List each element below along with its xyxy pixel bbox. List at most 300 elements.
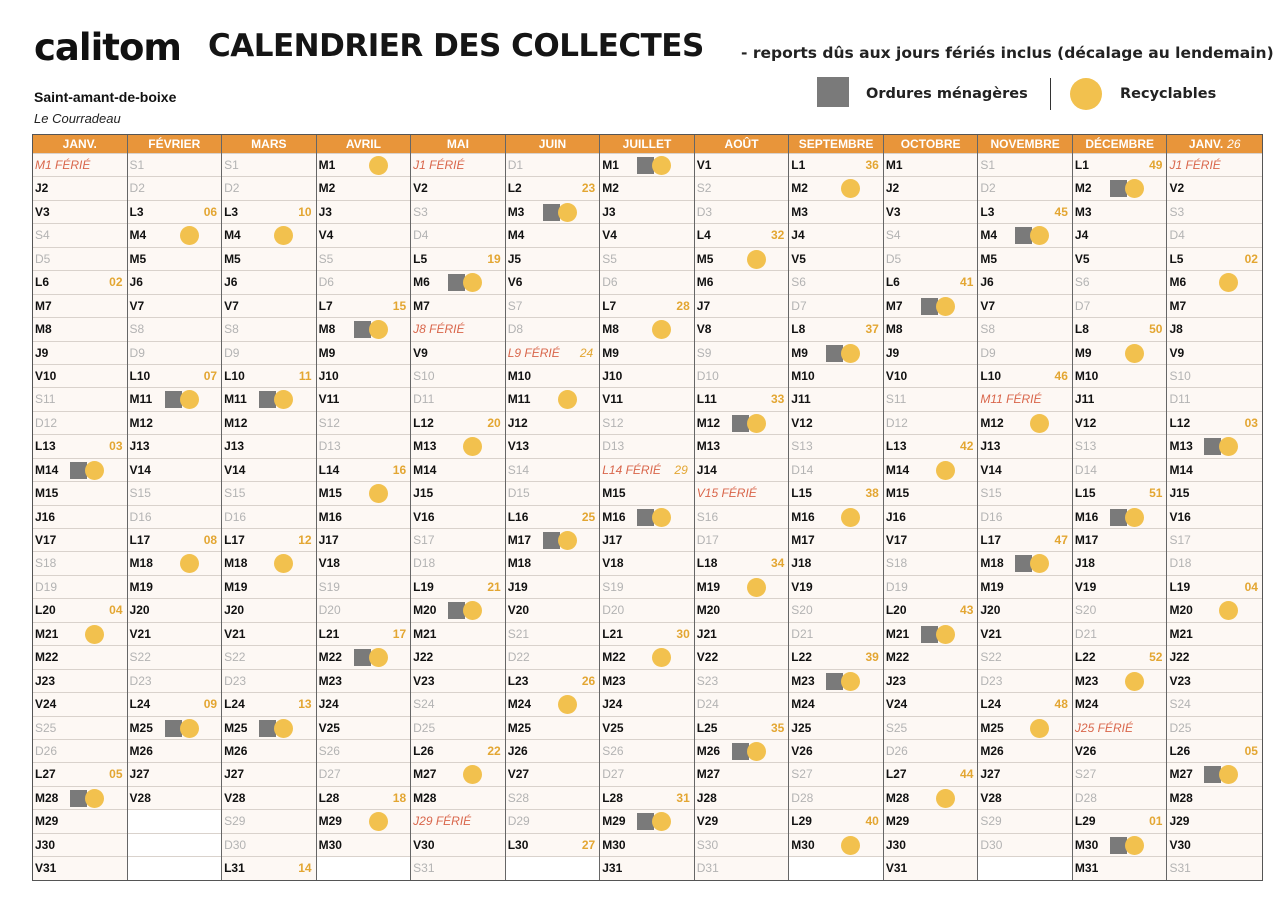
day-label: M20 bbox=[1169, 603, 1193, 618]
day-label: J28 bbox=[696, 790, 717, 805]
day-cell bbox=[128, 551, 222, 574]
day-label: D21 bbox=[1074, 626, 1097, 641]
day-cell bbox=[411, 341, 505, 364]
day-cell bbox=[411, 387, 505, 410]
day-cell bbox=[1073, 270, 1167, 293]
day-cell bbox=[506, 387, 600, 410]
day-label: J5 bbox=[507, 251, 522, 266]
locality-name: Le Courradeau bbox=[34, 111, 121, 126]
day-cell bbox=[128, 762, 222, 785]
day-cell bbox=[695, 387, 789, 410]
day-cell bbox=[317, 598, 411, 621]
month-column bbox=[884, 135, 979, 880]
day-label: M7 bbox=[35, 298, 52, 313]
day-cell bbox=[1167, 223, 1262, 246]
week-number: 04 bbox=[109, 603, 123, 618]
day-cell bbox=[411, 692, 505, 715]
day-cell bbox=[884, 153, 978, 176]
day-label: S9 bbox=[696, 345, 712, 360]
day-cell bbox=[222, 481, 316, 504]
day-cell bbox=[884, 528, 978, 551]
day-cell bbox=[695, 833, 789, 856]
day-label: M30 bbox=[602, 837, 626, 852]
day-cell bbox=[317, 716, 411, 739]
day-cell bbox=[33, 317, 127, 340]
recyclables-circle-icon bbox=[747, 742, 766, 761]
day-label: V21 bbox=[224, 626, 246, 641]
month-header: JANV. 26 bbox=[1167, 135, 1262, 153]
day-cell bbox=[128, 387, 222, 410]
day-cell bbox=[33, 762, 127, 785]
week-number: 20 bbox=[487, 415, 501, 430]
day-cell bbox=[978, 505, 1072, 528]
day-cell bbox=[789, 317, 883, 340]
day-cell bbox=[695, 176, 789, 199]
recyclables-circle-icon bbox=[1030, 554, 1049, 573]
day-cell bbox=[317, 575, 411, 598]
day-label: J19 bbox=[507, 579, 528, 594]
day-label: M1 FÉRIÉ bbox=[35, 158, 91, 172]
day-cell bbox=[600, 505, 694, 528]
day-label: D28 bbox=[791, 790, 814, 805]
week-number: 02 bbox=[109, 275, 123, 290]
week-number: 14 bbox=[298, 861, 312, 876]
day-cell bbox=[600, 387, 694, 410]
empty-cell bbox=[978, 856, 1072, 879]
recyclables-circle-icon bbox=[1219, 601, 1238, 620]
day-cell bbox=[600, 411, 694, 434]
day-cell bbox=[695, 200, 789, 223]
day-label: D21 bbox=[791, 626, 814, 641]
day-cell bbox=[33, 622, 127, 645]
day-cell bbox=[222, 809, 316, 832]
day-label: L24 bbox=[129, 697, 151, 712]
recyclables-circle-icon bbox=[652, 812, 671, 831]
day-label: M28 bbox=[413, 790, 437, 805]
day-cell bbox=[1167, 809, 1262, 832]
ordures-square-icon bbox=[165, 720, 182, 737]
day-cell bbox=[33, 833, 127, 856]
day-label: V19 bbox=[791, 579, 813, 594]
day-cell bbox=[128, 434, 222, 457]
day-cell bbox=[789, 716, 883, 739]
day-label: L29 bbox=[791, 814, 812, 829]
day-label: M23 bbox=[602, 673, 626, 688]
day-cell bbox=[222, 528, 316, 551]
recyclables-circle-icon bbox=[1219, 273, 1238, 292]
day-label: S8 bbox=[980, 322, 996, 337]
day-cell bbox=[978, 833, 1072, 856]
day-label: D26 bbox=[885, 743, 908, 758]
day-label: M5 bbox=[980, 251, 998, 266]
day-label: J13 bbox=[980, 439, 1001, 454]
day-label: D25 bbox=[413, 720, 436, 735]
day-label: S19 bbox=[602, 579, 624, 594]
day-label: M23 bbox=[791, 673, 815, 688]
day-label: D12 bbox=[885, 415, 908, 430]
day-label: L26 bbox=[1169, 743, 1191, 758]
day-label: M6 bbox=[1169, 275, 1187, 290]
day-cell bbox=[789, 833, 883, 856]
day-label: D14 bbox=[791, 462, 814, 477]
day-label: S13 bbox=[791, 439, 813, 454]
day-label: J30 bbox=[35, 837, 56, 852]
day-label: V26 bbox=[791, 743, 813, 758]
day-label: M11 FÉRIÉ bbox=[980, 392, 1042, 407]
day-cell bbox=[506, 762, 600, 785]
day-label: S27 bbox=[791, 767, 813, 782]
week-number: 42 bbox=[960, 439, 974, 454]
day-label: S25 bbox=[35, 720, 57, 735]
week-number: 11 bbox=[298, 368, 312, 383]
day-cell bbox=[411, 856, 505, 879]
recyclables-circle-icon bbox=[652, 648, 671, 667]
day-label: M24 bbox=[1074, 697, 1099, 712]
recyclables-circle-icon bbox=[1070, 78, 1102, 110]
day-label: M16 bbox=[791, 509, 815, 524]
recyclables-circle-icon bbox=[936, 297, 955, 316]
ordures-square-icon bbox=[817, 77, 849, 107]
day-cell bbox=[411, 270, 505, 293]
day-label: S6 bbox=[791, 275, 806, 290]
day-label: V2 bbox=[413, 181, 428, 196]
day-cell bbox=[600, 317, 694, 340]
day-label: D9 bbox=[224, 345, 240, 360]
day-label: J8 FÉRIÉ bbox=[413, 322, 465, 337]
recyclables-circle-icon bbox=[1125, 179, 1144, 198]
day-label: M9 bbox=[318, 345, 336, 360]
day-cell bbox=[411, 575, 505, 598]
day-cell bbox=[222, 153, 316, 176]
day-cell bbox=[33, 505, 127, 528]
day-cell bbox=[506, 341, 600, 364]
day-cell bbox=[1073, 223, 1167, 246]
month-column bbox=[789, 135, 884, 880]
day-cell bbox=[884, 200, 978, 223]
day-cell bbox=[884, 786, 978, 809]
empty-cell bbox=[128, 833, 222, 856]
recyclables-circle-icon bbox=[841, 508, 860, 527]
week-number: 52 bbox=[1149, 650, 1163, 665]
recyclables-circle-icon bbox=[652, 508, 671, 527]
day-cell bbox=[506, 411, 600, 434]
day-cell bbox=[128, 645, 222, 668]
day-label: D31 bbox=[696, 861, 719, 876]
day-label: S25 bbox=[885, 720, 908, 735]
day-label: V14 bbox=[980, 462, 1002, 477]
day-cell bbox=[33, 411, 127, 434]
day-cell bbox=[317, 528, 411, 551]
recyclables-circle-icon bbox=[747, 578, 766, 597]
day-label: D6 bbox=[602, 275, 618, 290]
day-cell bbox=[411, 622, 505, 645]
day-cell bbox=[789, 598, 883, 621]
week-number: 29 bbox=[674, 462, 688, 477]
day-label: J18 bbox=[1074, 556, 1095, 571]
day-label: J15 bbox=[1169, 486, 1190, 501]
day-cell bbox=[317, 387, 411, 410]
empty-cell bbox=[317, 856, 411, 879]
day-cell bbox=[978, 786, 1072, 809]
day-label: M18 bbox=[507, 556, 532, 571]
day-cell bbox=[1167, 505, 1262, 528]
day-label: L22 bbox=[791, 650, 812, 665]
day-cell bbox=[695, 528, 789, 551]
day-label: J20 bbox=[224, 603, 245, 618]
day-label: M14 bbox=[1169, 462, 1193, 477]
day-cell bbox=[600, 692, 694, 715]
day-cell bbox=[884, 809, 978, 832]
day-cell bbox=[789, 387, 883, 410]
day-label: V11 bbox=[602, 392, 623, 407]
day-label: D23 bbox=[224, 673, 247, 688]
day-cell bbox=[789, 505, 883, 528]
week-number: 43 bbox=[960, 603, 974, 618]
page-title: CALENDRIER DES COLLECTES bbox=[208, 28, 704, 64]
week-number: 07 bbox=[203, 368, 218, 383]
day-label: S24 bbox=[413, 697, 435, 712]
week-number: 51 bbox=[1149, 486, 1163, 501]
day-label: M2 bbox=[1074, 181, 1092, 196]
day-cell bbox=[506, 317, 600, 340]
day-cell bbox=[222, 200, 316, 223]
day-cell bbox=[695, 856, 789, 879]
day-label: S30 bbox=[696, 837, 719, 852]
day-label: S23 bbox=[696, 673, 719, 688]
day-label: L17 bbox=[129, 533, 151, 547]
month-column bbox=[222, 135, 317, 880]
day-cell bbox=[600, 528, 694, 551]
day-label: V31 bbox=[885, 861, 908, 876]
day-cell bbox=[789, 762, 883, 785]
day-cell bbox=[1073, 294, 1167, 317]
recyclables-circle-icon bbox=[274, 226, 293, 245]
day-cell bbox=[884, 247, 978, 270]
day-label: J9 bbox=[885, 345, 900, 360]
day-label: M15 bbox=[885, 486, 910, 501]
day-label: M7 bbox=[1169, 298, 1187, 313]
day-cell bbox=[317, 669, 411, 692]
day-cell bbox=[789, 270, 883, 293]
day-cell bbox=[978, 716, 1072, 739]
day-cell bbox=[128, 200, 222, 223]
day-label: M3 bbox=[791, 204, 808, 219]
day-cell bbox=[506, 692, 600, 715]
day-cell bbox=[884, 575, 978, 598]
day-cell bbox=[411, 247, 505, 270]
week-number: 44 bbox=[960, 767, 974, 782]
day-label: L27 bbox=[35, 767, 56, 782]
day-label: L6 bbox=[35, 275, 50, 290]
recyclables-circle-icon bbox=[274, 719, 293, 738]
day-cell bbox=[695, 364, 789, 387]
subtitle: - reports dûs aux jours fériés inclus (décalage au lendemain) bbox=[741, 44, 1274, 62]
day-cell bbox=[695, 692, 789, 715]
day-label: L29 bbox=[1074, 814, 1096, 829]
day-label: S12 bbox=[602, 415, 624, 430]
day-cell bbox=[317, 341, 411, 364]
day-cell bbox=[789, 153, 883, 176]
day-label: M12 bbox=[980, 415, 1004, 430]
empty-cell bbox=[128, 856, 222, 879]
month-header: FÉVRIER bbox=[128, 135, 222, 153]
day-cell bbox=[128, 458, 222, 481]
day-label: V30 bbox=[1169, 837, 1191, 852]
day-cell bbox=[884, 669, 978, 692]
day-label: V7 bbox=[224, 298, 239, 313]
day-label: V11 bbox=[318, 392, 340, 407]
day-cell bbox=[978, 762, 1072, 785]
day-cell bbox=[695, 809, 789, 832]
day-label: V18 bbox=[602, 556, 624, 571]
recyclables-circle-icon bbox=[1219, 765, 1238, 784]
day-cell bbox=[600, 575, 694, 598]
day-cell bbox=[317, 317, 411, 340]
day-label: S6 bbox=[1074, 275, 1090, 290]
day-label: M27 bbox=[696, 767, 721, 782]
day-label: M18 bbox=[980, 556, 1004, 571]
day-label: J15 bbox=[413, 486, 434, 501]
day-label: L17 bbox=[980, 533, 1002, 547]
day-cell bbox=[1073, 434, 1167, 457]
week-number: 36 bbox=[865, 158, 879, 172]
day-cell bbox=[600, 294, 694, 317]
recyclables-circle-icon bbox=[85, 461, 104, 480]
day-cell bbox=[695, 716, 789, 739]
day-cell bbox=[222, 458, 316, 481]
day-cell bbox=[317, 434, 411, 457]
day-cell bbox=[789, 341, 883, 364]
day-cell bbox=[978, 598, 1072, 621]
day-label: D29 bbox=[507, 814, 530, 829]
day-label: D24 bbox=[696, 697, 719, 712]
recyclables-circle-icon bbox=[463, 601, 482, 620]
day-cell bbox=[600, 622, 694, 645]
day-label: V8 bbox=[696, 322, 712, 337]
day-label: S4 bbox=[35, 228, 50, 243]
day-label: S2 bbox=[696, 181, 712, 196]
day-label: S11 bbox=[35, 392, 56, 407]
day-label: S11 bbox=[885, 392, 907, 407]
day-cell bbox=[600, 739, 694, 762]
recyclables-circle-icon bbox=[1125, 344, 1144, 363]
day-label: M12 bbox=[224, 415, 248, 430]
day-cell bbox=[884, 762, 978, 785]
day-label: V31 bbox=[35, 861, 57, 876]
day-label: V7 bbox=[980, 298, 996, 313]
day-label: M7 bbox=[413, 298, 430, 313]
month-header: MARS bbox=[222, 135, 316, 153]
month-header: DÉCEMBRE bbox=[1073, 135, 1167, 153]
week-number: 04 bbox=[1244, 579, 1258, 594]
day-cell bbox=[600, 223, 694, 246]
ordures-square-icon bbox=[165, 391, 182, 408]
day-cell bbox=[33, 434, 127, 457]
week-number: 31 bbox=[676, 790, 690, 805]
day-cell bbox=[506, 458, 600, 481]
day-label: M7 bbox=[885, 298, 903, 313]
day-label: J17 bbox=[318, 533, 339, 547]
day-cell bbox=[884, 716, 978, 739]
day-cell bbox=[411, 598, 505, 621]
day-cell bbox=[222, 598, 316, 621]
day-label: M25 bbox=[507, 720, 532, 735]
day-label: M22 bbox=[318, 650, 342, 665]
recyclables-circle-icon bbox=[369, 812, 388, 831]
day-cell bbox=[1167, 622, 1262, 645]
day-label: M25 bbox=[129, 720, 153, 735]
day-label: L25 bbox=[696, 720, 718, 735]
day-cell bbox=[695, 669, 789, 692]
day-label: S15 bbox=[980, 486, 1002, 501]
day-cell bbox=[600, 247, 694, 270]
day-label: D15 bbox=[507, 486, 530, 501]
month-column bbox=[128, 135, 223, 880]
day-label: M16 bbox=[1074, 509, 1099, 524]
day-label: D18 bbox=[413, 556, 436, 571]
day-label: S20 bbox=[1074, 603, 1097, 618]
day-label: S4 bbox=[885, 228, 901, 243]
day-label: L14 bbox=[318, 462, 340, 477]
day-cell bbox=[33, 364, 127, 387]
day-label: D2 bbox=[980, 181, 996, 196]
day-label: M6 bbox=[413, 275, 430, 290]
day-cell bbox=[506, 833, 600, 856]
day-label: V9 bbox=[1169, 345, 1185, 360]
day-label: M9 bbox=[602, 345, 619, 360]
day-label: S12 bbox=[318, 415, 340, 430]
week-number: 49 bbox=[1149, 158, 1163, 172]
day-label: V16 bbox=[1169, 509, 1191, 524]
day-label: M22 bbox=[602, 650, 626, 665]
day-label: V29 bbox=[696, 814, 719, 829]
day-cell bbox=[411, 294, 505, 317]
day-label: M8 bbox=[885, 322, 903, 337]
day-label: J21 bbox=[696, 626, 717, 641]
day-cell bbox=[1073, 786, 1167, 809]
day-label: D27 bbox=[602, 767, 625, 782]
day-cell bbox=[411, 364, 505, 387]
recyclables-circle-icon bbox=[1125, 836, 1144, 855]
day-cell bbox=[33, 176, 127, 199]
day-label: M8 bbox=[318, 322, 336, 337]
day-cell bbox=[1167, 692, 1262, 715]
day-cell bbox=[222, 317, 316, 340]
week-number: 24 bbox=[579, 345, 594, 360]
day-label: D17 bbox=[696, 533, 719, 547]
recyclables-circle-icon bbox=[369, 156, 388, 175]
day-label: M26 bbox=[980, 743, 1004, 758]
day-label: J27 bbox=[980, 767, 1001, 782]
day-label: S31 bbox=[1169, 861, 1191, 876]
recyclables-circle-icon bbox=[1125, 508, 1144, 527]
day-cell bbox=[695, 270, 789, 293]
day-cell bbox=[506, 434, 600, 457]
day-label: M1 bbox=[318, 158, 336, 172]
day-label: V3 bbox=[885, 204, 901, 219]
recyclables-circle-icon bbox=[747, 414, 766, 433]
day-label: L9 FÉRIÉ bbox=[507, 345, 560, 360]
day-cell bbox=[317, 458, 411, 481]
day-cell bbox=[789, 294, 883, 317]
day-label: S29 bbox=[980, 814, 1002, 829]
day-cell bbox=[317, 739, 411, 762]
day-label: J2 bbox=[35, 181, 49, 196]
day-label: V25 bbox=[602, 720, 624, 735]
day-label: J1 FÉRIÉ bbox=[413, 158, 465, 172]
day-label: V28 bbox=[980, 790, 1002, 805]
day-label: J6 bbox=[129, 275, 143, 290]
